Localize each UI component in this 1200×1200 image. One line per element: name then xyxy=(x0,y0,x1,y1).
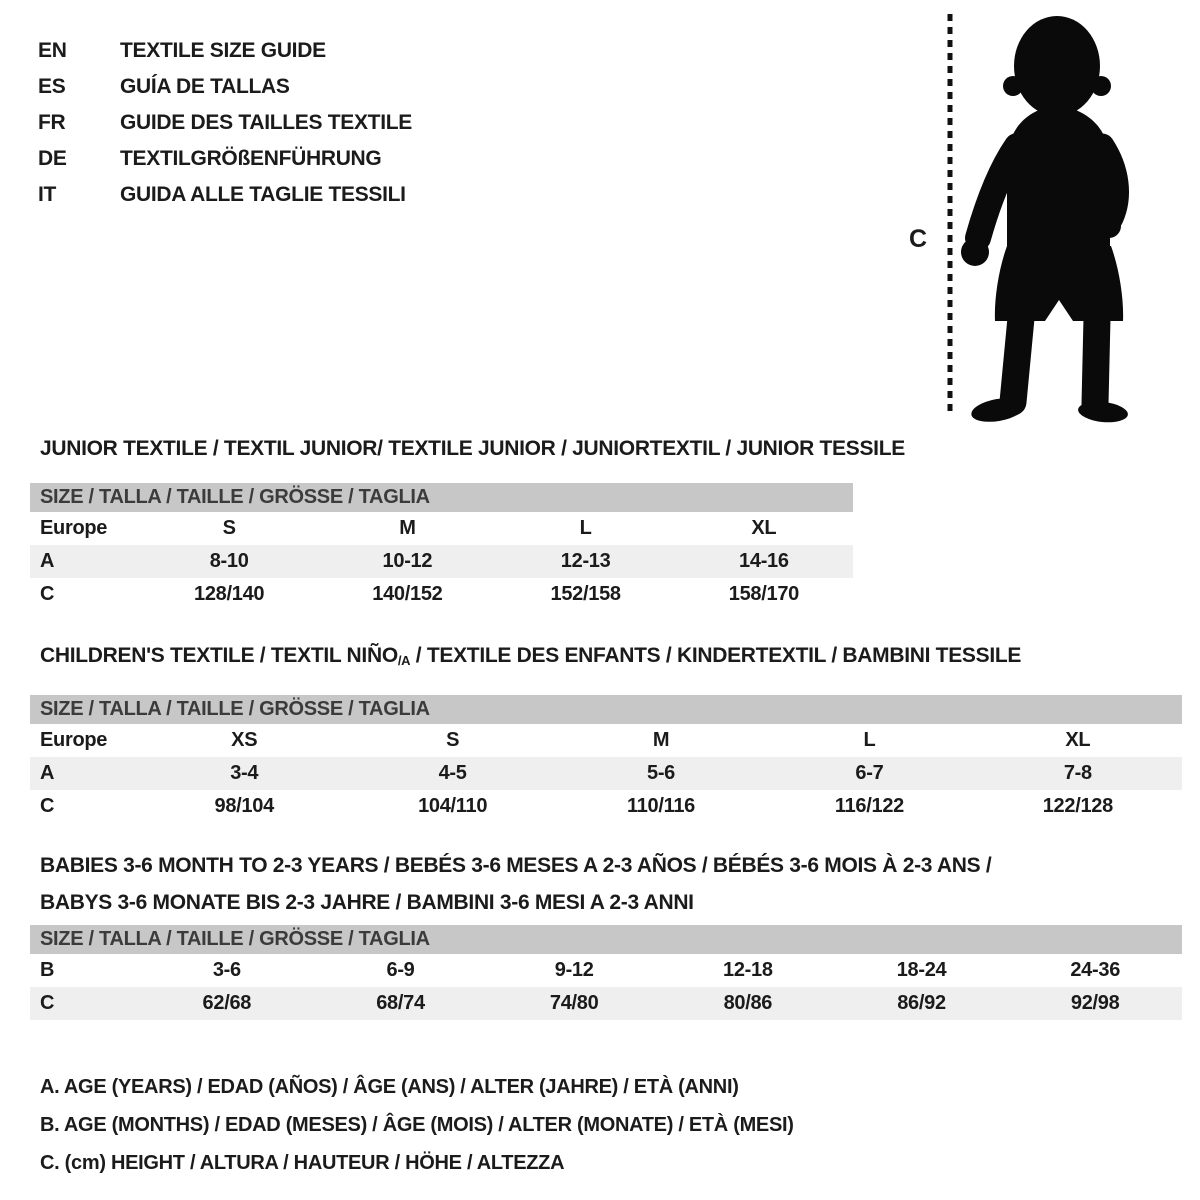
size-value-cell: 122/128 xyxy=(1042,795,1113,817)
measure-legend xyxy=(40,1068,794,1182)
title-segment: JUNIOR TEXTILE / TEXTIL JUNIOR/ TEXTILE JUNIOR / JUNIORTEXTIL / JUNIOR TESSILE xyxy=(40,437,905,460)
language-row xyxy=(38,69,412,105)
size-value-cell: 98/104 xyxy=(214,795,274,817)
size-value-cell: 24-36 xyxy=(1070,959,1121,981)
size-value-cell: 86/92 xyxy=(897,992,946,1014)
size-value-cell: 9-12 xyxy=(554,959,594,981)
size-value-cell: 80/86 xyxy=(723,992,773,1014)
legend-line: B. AGE (MONTHS) / EDAD (MESES) / ÂGE (MOIS) / ALTER (MONATE) / ETÀ (MESI) xyxy=(40,1114,794,1136)
size-value-cell: 62/68 xyxy=(202,992,252,1014)
table-row xyxy=(30,757,1182,790)
size-value-cell: 6-9 xyxy=(386,959,415,981)
title-segment: BABYS 3-6 MONATE BIS 2-3 JAHRE / BAMBINI 3-6 MESI A 2-3 ANNI xyxy=(40,891,694,914)
size-value-cell: 5-6 xyxy=(647,762,676,784)
size-value-cell: 92/98 xyxy=(1070,992,1120,1014)
size-value-cell: M xyxy=(652,729,670,751)
size-value-cell: S xyxy=(222,517,236,539)
size-value-cell: 158/170 xyxy=(728,583,799,605)
size-value-cell: 8-10 xyxy=(209,550,249,572)
section-title-line xyxy=(40,437,905,461)
language-code: IT xyxy=(38,183,57,206)
size-value-cell: 10-12 xyxy=(382,550,433,572)
size-value-cell: 3-4 xyxy=(230,762,259,784)
size-value-cell: 7-8 xyxy=(1063,762,1092,784)
language-code: DE xyxy=(38,147,67,170)
size-value-cell: 128/140 xyxy=(194,583,265,605)
section-title-line xyxy=(40,884,1182,921)
language-row xyxy=(38,177,412,213)
size-value-cell: 110/116 xyxy=(627,795,696,817)
row-label: Europe xyxy=(40,517,108,539)
guide-title-es: GUÍA DE TALLAS xyxy=(120,75,290,98)
section-babies-textile xyxy=(30,847,1182,1020)
table-row xyxy=(30,578,853,611)
row-label: C xyxy=(40,992,55,1014)
row-label: B xyxy=(40,959,55,981)
title-segment: /A xyxy=(397,653,411,668)
legend-line: C. (cm) HEIGHT / ALTURA / HAUTEUR / HÖHE / ALTEZZA xyxy=(40,1152,565,1174)
babies-size-table xyxy=(30,925,1182,1020)
table-row xyxy=(30,545,853,578)
row-label: C xyxy=(40,795,55,817)
language-code: FR xyxy=(38,111,66,134)
language-row xyxy=(38,33,412,69)
size-value-cell: 68/74 xyxy=(376,992,425,1014)
section-title-children xyxy=(40,644,1182,673)
guide-title-it: GUIDA ALLE TAGLIE TESSILI xyxy=(120,183,406,206)
junior-size-table xyxy=(30,483,853,611)
section-title-babies xyxy=(40,847,1182,921)
guide-title-fr: GUIDE DES TAILLES TEXTILE xyxy=(120,111,412,134)
section-junior-textile xyxy=(30,437,905,611)
table-size-header: SIZE / TALLA / TAILLE / GRÖSSE / TAGLIA xyxy=(30,925,1182,954)
row-label: A xyxy=(40,762,55,784)
size-value-cell: 3-6 xyxy=(212,959,241,981)
toddler-silhouette xyxy=(961,16,1129,426)
size-value-cell: XS xyxy=(231,729,258,751)
size-value-cell: 74/80 xyxy=(549,992,599,1014)
size-value-cell: 14-16 xyxy=(739,550,789,572)
language-row xyxy=(38,105,412,141)
section-title-line xyxy=(40,644,1182,673)
language-title-list xyxy=(38,33,412,213)
height-measure-figure xyxy=(895,6,1150,426)
size-value-cell: 18-24 xyxy=(896,959,947,981)
guide-title-en: TEXTILE SIZE GUIDE xyxy=(120,39,326,62)
title-segment: CHILDREN'S TEXTILE / TEXTIL NIÑO xyxy=(40,644,398,667)
row-label: Europe xyxy=(40,729,108,751)
title-segment: BABIES 3-6 MONTH TO 2-3 YEARS / BEBÉS 3-6 MESES A 2-3 AÑOS / BÉBÉS 3-6 MOIS À 2-3 ANS / xyxy=(40,854,992,877)
language-code: ES xyxy=(38,75,66,98)
language-code: EN xyxy=(38,39,67,62)
size-value-cell: 140/152 xyxy=(372,583,443,605)
table-row xyxy=(30,790,1182,823)
section-children-textile xyxy=(30,644,1182,823)
size-value-cell: 4-5 xyxy=(438,762,467,784)
size-value-cell: S xyxy=(446,729,460,751)
size-value-cell: 104/110 xyxy=(418,795,488,817)
size-value-cell: XL xyxy=(1065,729,1091,751)
row-label: C xyxy=(40,583,55,605)
section-title-junior xyxy=(40,437,905,461)
size-value-cell: 6-7 xyxy=(855,762,884,784)
title-segment: / TEXTILE DES ENFANTS / KINDERTEXTIL / BAMBINI TESSILE xyxy=(410,644,1022,667)
size-value-cell: 116/122 xyxy=(834,795,904,817)
table-row xyxy=(30,954,1182,987)
size-value-cell: 12-13 xyxy=(560,550,611,572)
height-measure-label: C xyxy=(909,225,927,253)
table-row xyxy=(30,987,1182,1020)
guide-title-de: TEXTILGRÖßENFÜHRUNG xyxy=(120,147,382,170)
size-value-cell: L xyxy=(863,729,876,751)
size-value-cell: XL xyxy=(751,517,777,539)
size-value-cell: L xyxy=(579,517,592,539)
size-value-cell: M xyxy=(399,517,416,539)
table-row xyxy=(30,724,1182,757)
table-row xyxy=(30,512,853,545)
legend-line: A. AGE (YEARS) / EDAD (AÑOS) / ÂGE (ANS) / ALTER (JAHRE) / ETÀ (ANNI) xyxy=(40,1076,739,1098)
section-title-line xyxy=(40,847,1182,884)
size-value-cell: 12-18 xyxy=(723,959,773,981)
children-size-table xyxy=(30,695,1182,823)
table-size-header: SIZE / TALLA / TAILLE / GRÖSSE / TAGLIA xyxy=(30,695,1182,724)
size-value-cell: 152/158 xyxy=(550,583,621,605)
row-label: A xyxy=(40,550,55,572)
language-row xyxy=(38,141,412,177)
table-size-header: SIZE / TALLA / TAILLE / GRÖSSE / TAGLIA xyxy=(30,483,853,512)
